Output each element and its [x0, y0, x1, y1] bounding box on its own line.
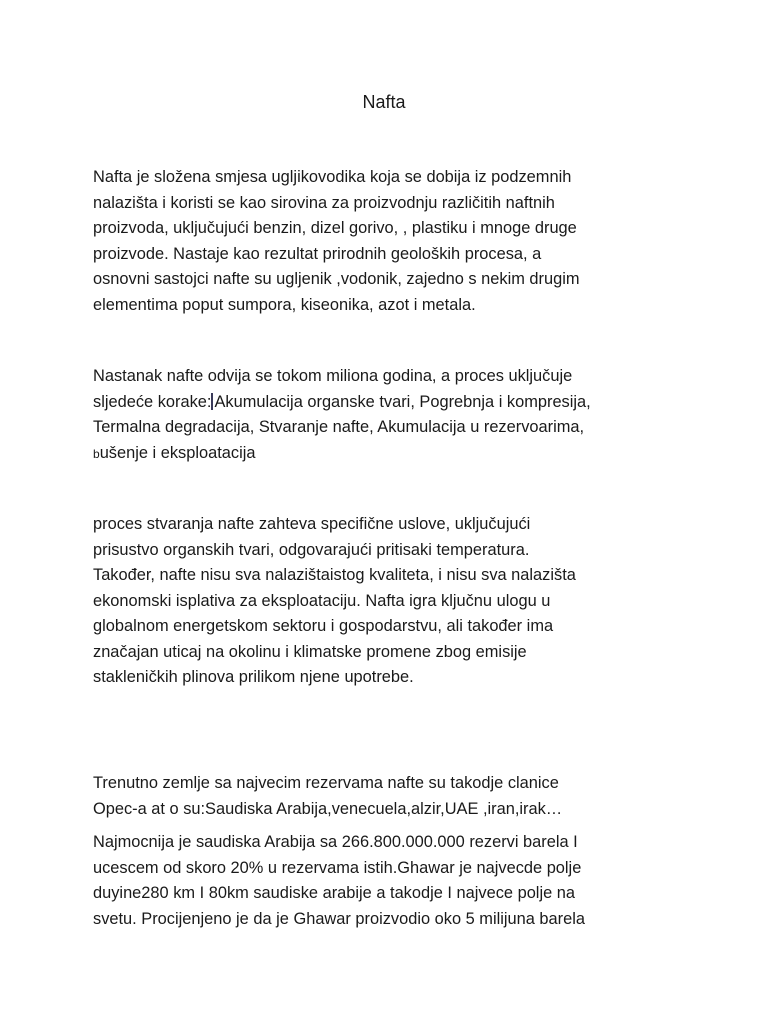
- text-line: prisustvo organskih tvari, odgovarajući pritisaki temperatura.: [93, 540, 530, 559]
- text-line: svetu. Procijenjeno je da je Ghawar proizvodio oko 5 milijuna barela: [93, 909, 585, 928]
- text-line: ekonomski isplativa za eksploataciju. Nafta igra ključnu ulogu u: [93, 591, 551, 610]
- text-line: osnovni sastojci nafte su ugljenik ,vodonik, zajedno s nekim drugim: [93, 270, 580, 288]
- text-line: ucescem od skoro 20% u rezervama istih.Ghawar je najvecde polje: [93, 858, 582, 877]
- paragraph-conditions: [93, 512, 693, 691]
- text-line: Najmocnija je saudiska Arabija sa 266.800.000.000 rezervi barela I: [93, 833, 578, 851]
- page-title: Nafta: [362, 92, 406, 112]
- text-line: duyine280 km I 80km saudiske arabije a takodje I najvece polje na: [93, 884, 575, 902]
- text-line: Termalna degradacija, Stvaranje nafte, Akumulacija u rezervoarima,: [93, 418, 585, 436]
- text-line: nalazišta i koristi se kao sirovina za proizvodnju različitih naftnih: [93, 193, 555, 212]
- text-line: proces stvaranja nafte zahteva specifične uslove, uključujući: [93, 515, 531, 533]
- text-line: proizvoda, uključujući benzin, dizel gorivo, , plastiku i mnoge druge: [93, 219, 577, 237]
- text-line-with-cursor: [93, 390, 693, 416]
- paragraph-definition: [93, 165, 693, 318]
- text-line: proizvode. Nastaje kao rezultat prirodnih geoloških procesa, a: [93, 244, 542, 263]
- paragraph-reserves: [93, 771, 693, 822]
- text-line: globalnom energetskom sektoru i gospodarstvu, ali također ima: [93, 617, 554, 635]
- text-segment: ušenje i eksploatacija: [99, 443, 256, 462]
- small-letter: b: [93, 446, 100, 461]
- text-line: Nafta je složena smjesa ugljikovodika koja se dobija iz podzemnih: [93, 168, 572, 186]
- text-line: značajan uticaj na okolinu i klimatske promene zbog emisije: [93, 642, 527, 661]
- text-line: stakleničkih plinova prilikom njene upotrebe.: [93, 668, 414, 686]
- text-line: [93, 441, 693, 468]
- text-line: elementima poput sumpora, kiseonika, azot i metala.: [93, 295, 476, 314]
- paragraph-formation: [93, 364, 693, 467]
- text-line: Trenutno zemlje sa najvecim rezervama nafte su takodje clanice: [93, 774, 559, 792]
- paragraph-saudi-arabia: [93, 830, 693, 932]
- text-line: Nastanak nafte odvija se tokom miliona godina, a proces uključuje: [93, 367, 573, 385]
- text-line: Opec-a at o su:Saudiska Arabija,venecuela,alzir,UAE ,iran,irak…: [93, 799, 563, 818]
- text-segment: Akumulacija organske tvari, Pogrebnja i kompresija,: [214, 392, 591, 411]
- text-segment: sljedeće korake:: [93, 392, 212, 411]
- text-line: Također, nafte nisu sva nalazištaistog kvaliteta, i nisu sva nalazišta: [93, 566, 576, 584]
